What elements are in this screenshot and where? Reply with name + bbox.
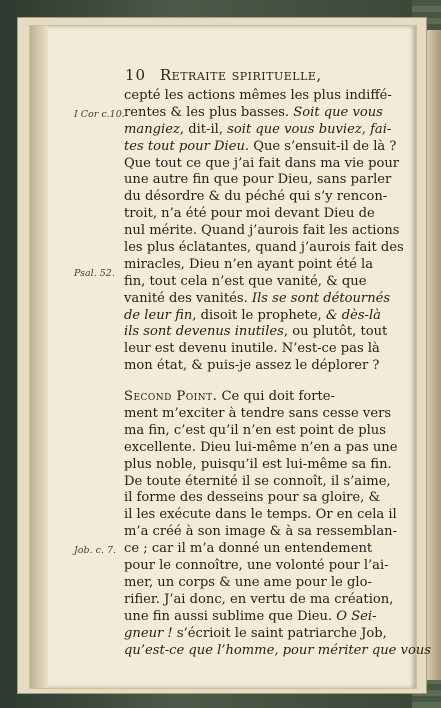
text-line (124, 575, 378, 592)
text-span: Ce qui doit forte- (217, 389, 335, 405)
text-span: ma fin, c’est qu’il n’en est point de plus (124, 422, 386, 438)
text-span: du désordre & du péché qui s’y rencon- (124, 189, 388, 205)
text-span: plus noble, puisqu’il est lui-même sa fin. (124, 456, 392, 472)
text-span: miracles, Dieu n’en ayant point été la (124, 256, 374, 272)
text-line (124, 439, 398, 457)
text-span: s’écrioit le saint patriarche Job, (172, 625, 387, 641)
text-line (124, 490, 381, 507)
italic-text: mangiez (124, 121, 180, 137)
page-body-text (124, 88, 431, 659)
text-span: ment m’exciter à tendre sans cesse vers (124, 406, 392, 422)
text-line (124, 456, 392, 474)
italic-text: Soit que vous (293, 104, 383, 120)
text-line (124, 642, 431, 660)
text-line (124, 406, 392, 423)
text-line (124, 155, 400, 173)
text-line (124, 473, 391, 491)
text-span: , ou plutôt, tout (283, 324, 388, 340)
text-span: cepté les actions mêmes les plus indiffé- (124, 88, 392, 103)
text-line (124, 274, 378, 291)
page-edges (427, 30, 441, 680)
text-line (124, 206, 378, 223)
italic-text: soit que vous buviez (227, 121, 362, 137)
italic-text: Ils se sont détournés (251, 290, 391, 306)
italic-text: fai- (370, 121, 392, 137)
text-line (124, 290, 391, 308)
margin-note-cor: I Cor c.10. (74, 109, 125, 120)
text-span: pour le connoître, une volonté pour l’ai- (124, 558, 389, 574)
italic-text: de leur fin (124, 307, 193, 323)
text-span: nul mérite. Quand j’aurois fait les actions (124, 223, 400, 239)
text-line (124, 138, 397, 156)
italic-text: O Sei- (336, 608, 377, 624)
italic-text: qu’est-ce que l’homme, pour mériter que vous (124, 642, 431, 658)
text-span: il les exécute dans le temps. Or en cela il (124, 507, 397, 523)
text-span: rentes & les plus basses. (124, 104, 294, 120)
text-span: mon état, & puis-je assez le déplorer ? (124, 358, 380, 374)
text-line (124, 88, 392, 105)
text-span: rifier. J’ai donc, en vertu de ma création, (124, 591, 394, 607)
italic-text: gneur ! (124, 625, 173, 641)
text-span: il forme des desseins pour sa gloire, & (124, 490, 381, 506)
italic-text: ils sont devenus inutiles (124, 324, 284, 340)
text-span: une fin aussi sublime que Dieu. (124, 608, 337, 624)
text-line (124, 172, 392, 189)
margin-note-job: Job. c. 7. (74, 545, 117, 556)
text-line (124, 121, 392, 139)
text-line (124, 189, 388, 206)
text-line (124, 375, 378, 389)
page-number: 10 (125, 66, 147, 84)
text-span: Que s’ensuit-il de là ? (249, 138, 397, 154)
italic-text: & dès-là (325, 307, 381, 323)
text-line (124, 307, 381, 325)
text-line (124, 541, 378, 558)
text-line (124, 591, 394, 609)
text-line (124, 240, 404, 257)
text-span: une autre fin que pour Dieu, sans parler (124, 172, 392, 188)
text-span: De toute éternité il se connoît, il s’aime, (124, 473, 391, 489)
text-span: , (361, 121, 371, 137)
text-line (124, 422, 386, 440)
running-title: Retraite spirituelle, (159, 66, 322, 84)
text-span: les plus éclatantes, quand j’aurois fait des (124, 240, 404, 256)
text-span: troit, n’a été pour moi devant Dieu de (124, 206, 375, 222)
text-line (124, 558, 389, 575)
margin-note-psal: Psal. 52. (74, 268, 115, 279)
text-span: m’a créé à son image & à sa ressemblan- (124, 524, 397, 540)
text-span: leur est devenu inutile. N’est-ce pas là (124, 341, 380, 357)
text-line (124, 507, 397, 524)
page-gutter (30, 26, 48, 688)
section-heading: Second Point. (124, 389, 218, 405)
italic-text: tes tout pour Dieu. (124, 138, 250, 154)
text-line (124, 223, 400, 240)
text-line (124, 104, 383, 122)
text-line (124, 609, 378, 626)
text-span: mer, un corps & une ame pour le glo- (124, 574, 372, 590)
text-span: , dit-il, (179, 121, 228, 137)
text-line (124, 358, 378, 375)
text-span: vanité des vanités. (124, 290, 252, 306)
text-line (124, 341, 378, 358)
text-line (124, 389, 378, 406)
text-span: Que tout ce que j’ai fait dans ma vie pour (124, 155, 400, 171)
text-span: excellente. Dieu lui-même n’en a pas une (124, 439, 398, 455)
text-span: ce ; car il m’a donné un entendement (124, 541, 373, 557)
text-line (124, 257, 378, 274)
text-span: , disoit le prophete, (192, 307, 326, 323)
running-header (125, 66, 395, 88)
text-line (124, 625, 387, 643)
text-line (124, 324, 388, 341)
text-span: fin, tout cela n’est que vanité, & que (124, 273, 367, 289)
text-line (124, 524, 397, 541)
